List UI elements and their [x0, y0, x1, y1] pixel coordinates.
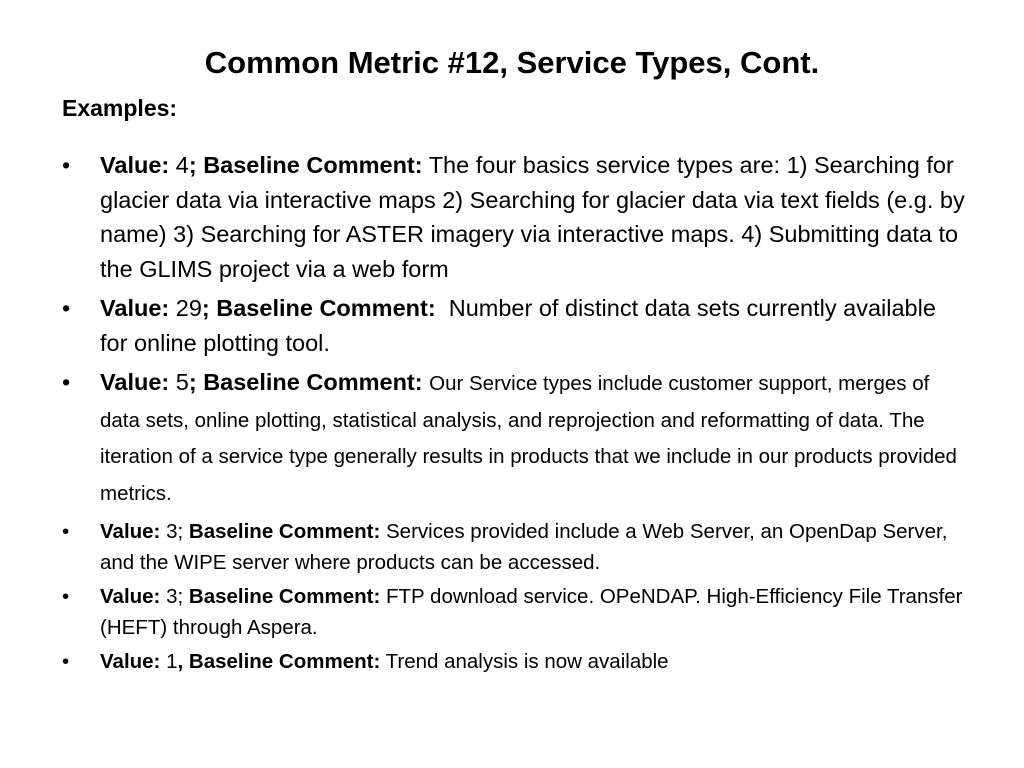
- separator: ;: [177, 520, 184, 543]
- comment-label: ; Baseline Comment:: [201, 295, 436, 321]
- value-label: Value:: [100, 369, 170, 395]
- value-number: 1: [166, 650, 178, 673]
- value-label: Value:: [100, 295, 170, 321]
- value-label: Value:: [100, 152, 170, 178]
- comment-label: Baseline Comment:: [188, 520, 381, 543]
- bullet-icon: •: [62, 295, 71, 321]
- comment-label: , Baseline Comment:: [177, 650, 381, 673]
- value-number: 29: [175, 295, 202, 321]
- comment-text: Trend analysis is now available: [385, 650, 669, 673]
- comment-label: Baseline Comment:: [188, 585, 381, 608]
- list-item: [0, 516, 1024, 578]
- list-item: [0, 646, 1024, 677]
- bullet-icon: •: [62, 152, 71, 178]
- value-number: 3: [166, 585, 178, 608]
- comment-text: Our Service types include customer support, merges of data sets, online plotting, statistical analysis, and reprojection and reformatting of data. The iteration of a service type generally results in products that we include in our products provided metrics.: [100, 372, 957, 505]
- slide-title: Common Metric #12, Service Types, Cont.: [204, 45, 820, 80]
- value-number: 3: [166, 520, 178, 543]
- examples-heading: Examples:: [62, 95, 178, 121]
- list-item: [0, 365, 1024, 511]
- list-item: [0, 581, 1024, 643]
- comment-text: FTP download service. OPeNDAP. High-Efficiency File Transfer (HEFT) through Aspera.: [100, 585, 963, 639]
- value-label: Value:: [100, 585, 161, 608]
- list-item: [0, 148, 1024, 286]
- separator: ;: [177, 585, 184, 608]
- comment-label: ; Baseline Comment:: [188, 152, 423, 178]
- bullet-icon: •: [62, 650, 70, 673]
- comment-text: Number of distinct data sets currently available for online plotting tool.: [100, 295, 936, 356]
- list-item: [0, 291, 1024, 360]
- value-number: 4: [175, 152, 189, 178]
- value-label: Value:: [100, 650, 161, 673]
- bullet-icon: •: [62, 585, 70, 608]
- comment-text: The four basics service types are: 1) Searching for glacier data via interactive maps 2) Searching for glacier data via text fields (e.g. by name) 3) Searching for ASTER imagery via interactive maps. 4) Submitting data to the GLIMS project via a web form: [100, 152, 965, 282]
- comment-text: Services provided include a Web Server, an OpenDap Server, and the WIPE server where products can be accessed.: [100, 520, 948, 574]
- bullet-icon: •: [62, 520, 70, 543]
- value-label: Value:: [100, 520, 161, 543]
- bullet-icon: •: [62, 369, 71, 395]
- comment-label: ; Baseline Comment:: [188, 369, 423, 395]
- examples-list: [0, 148, 1024, 680]
- value-number: 5: [175, 369, 189, 395]
